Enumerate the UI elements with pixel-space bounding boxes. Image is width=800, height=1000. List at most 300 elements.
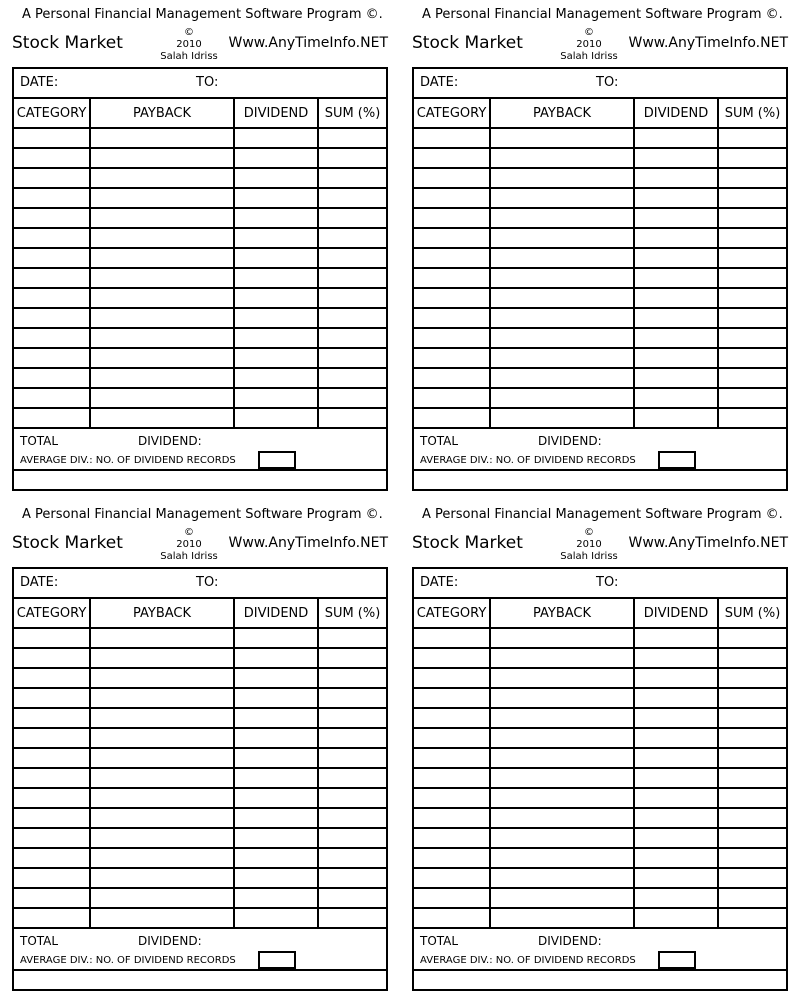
table-row bbox=[414, 148, 786, 168]
sum-cell[interactable] bbox=[318, 888, 386, 908]
payback-cell[interactable] bbox=[90, 868, 234, 888]
dividend-cell[interactable] bbox=[634, 248, 718, 268]
dividend-cell[interactable] bbox=[234, 248, 318, 268]
category-cell[interactable] bbox=[414, 888, 490, 908]
form-box bbox=[12, 567, 388, 991]
category-cell[interactable] bbox=[414, 148, 490, 168]
category-cell[interactable] bbox=[414, 748, 490, 768]
payback-cell[interactable] bbox=[90, 828, 234, 848]
sum-cell[interactable] bbox=[718, 768, 786, 788]
payback-cell[interactable] bbox=[90, 768, 234, 788]
payback-cell[interactable] bbox=[90, 168, 234, 188]
sum-cell[interactable] bbox=[318, 148, 386, 168]
sum-cell[interactable] bbox=[718, 128, 786, 148]
category-cell[interactable] bbox=[414, 788, 490, 808]
sum-cell[interactable] bbox=[718, 368, 786, 388]
table-row bbox=[414, 128, 786, 148]
category-cell[interactable] bbox=[14, 728, 90, 748]
copyright-symbol: © bbox=[584, 527, 594, 538]
sum-cell[interactable] bbox=[718, 848, 786, 868]
record-rows bbox=[14, 128, 386, 428]
sum-cell[interactable] bbox=[718, 408, 786, 428]
category-cell[interactable] bbox=[414, 268, 490, 288]
category-cell[interactable] bbox=[14, 888, 90, 908]
sum-cell[interactable] bbox=[318, 788, 386, 808]
category-cell[interactable] bbox=[14, 908, 90, 928]
dividend-cell[interactable] bbox=[634, 628, 718, 648]
dividend-cell[interactable] bbox=[234, 648, 318, 668]
dividend-cell[interactable] bbox=[234, 228, 318, 248]
sum-cell[interactable] bbox=[318, 228, 386, 248]
category-cell[interactable] bbox=[14, 768, 90, 788]
sum-cell[interactable] bbox=[718, 908, 786, 928]
sum-cell[interactable] bbox=[718, 228, 786, 248]
dividend-cell[interactable] bbox=[234, 868, 318, 888]
dividend-cell[interactable] bbox=[234, 308, 318, 328]
table-row bbox=[14, 208, 386, 228]
sum-cell[interactable] bbox=[318, 728, 386, 748]
payback-cell[interactable] bbox=[490, 628, 634, 648]
dividend-cell[interactable] bbox=[634, 208, 718, 228]
copyright-symbol: © bbox=[184, 527, 194, 538]
category-cell[interactable] bbox=[414, 128, 490, 148]
payback-cell[interactable] bbox=[90, 628, 234, 648]
copyright-year: 2010 bbox=[176, 39, 202, 50]
table-row bbox=[414, 248, 786, 268]
category-cell[interactable] bbox=[14, 348, 90, 368]
sum-cell[interactable] bbox=[718, 828, 786, 848]
category-cell[interactable] bbox=[414, 208, 490, 228]
sum-cell[interactable] bbox=[318, 408, 386, 428]
category-cell[interactable] bbox=[414, 688, 490, 708]
payback-cell[interactable] bbox=[490, 648, 634, 668]
table-row bbox=[14, 628, 386, 648]
payback-cell[interactable] bbox=[490, 368, 634, 388]
dividend-cell[interactable] bbox=[234, 668, 318, 688]
sum-cell[interactable] bbox=[318, 248, 386, 268]
payback-cell[interactable] bbox=[90, 908, 234, 928]
stock-market-form bbox=[412, 500, 788, 994]
payback-cell[interactable] bbox=[90, 248, 234, 268]
category-cell[interactable] bbox=[414, 668, 490, 688]
payback-cell[interactable] bbox=[90, 748, 234, 768]
payback-cell[interactable] bbox=[90, 668, 234, 688]
category-cell[interactable] bbox=[14, 148, 90, 168]
category-cell[interactable] bbox=[14, 308, 90, 328]
dividend-cell[interactable] bbox=[234, 748, 318, 768]
column-header-dividend: DIVIDEND bbox=[234, 599, 318, 628]
sum-cell[interactable] bbox=[318, 688, 386, 708]
dividend-cell[interactable] bbox=[634, 728, 718, 748]
dividend-cell[interactable] bbox=[634, 188, 718, 208]
dividend-cell[interactable] bbox=[634, 148, 718, 168]
sum-cell[interactable] bbox=[718, 688, 786, 708]
category-cell[interactable] bbox=[14, 708, 90, 728]
table-row bbox=[14, 708, 386, 728]
dividend-cell[interactable] bbox=[634, 288, 718, 308]
sum-cell[interactable] bbox=[718, 868, 786, 888]
column-header-payback: PAYBACK bbox=[490, 99, 634, 128]
sum-cell[interactable] bbox=[318, 368, 386, 388]
payback-cell[interactable] bbox=[490, 908, 634, 928]
date-label: DATE: bbox=[20, 575, 59, 590]
dividend-cell[interactable] bbox=[634, 228, 718, 248]
payback-cell[interactable] bbox=[490, 728, 634, 748]
category-cell[interactable] bbox=[14, 328, 90, 348]
table-row bbox=[414, 688, 786, 708]
to-label: TO: bbox=[596, 575, 619, 590]
category-cell[interactable] bbox=[414, 828, 490, 848]
dividend-cell[interactable] bbox=[234, 628, 318, 648]
table-header-row bbox=[414, 599, 786, 628]
payback-cell[interactable] bbox=[490, 128, 634, 148]
sum-cell[interactable] bbox=[318, 808, 386, 828]
dividend-cell[interactable] bbox=[234, 848, 318, 868]
sum-cell[interactable] bbox=[718, 188, 786, 208]
dividend-cell[interactable] bbox=[234, 368, 318, 388]
payback-cell[interactable] bbox=[490, 788, 634, 808]
table-row bbox=[414, 848, 786, 868]
payback-cell[interactable] bbox=[490, 848, 634, 868]
dividend-cell[interactable] bbox=[234, 148, 318, 168]
payback-cell[interactable] bbox=[90, 128, 234, 148]
dividend-cell[interactable] bbox=[234, 128, 318, 148]
table-row bbox=[14, 408, 386, 428]
date-row bbox=[14, 69, 386, 99]
dividend-cell[interactable] bbox=[234, 408, 318, 428]
dividend-cell[interactable] bbox=[634, 748, 718, 768]
table-row bbox=[414, 168, 786, 188]
payback-cell[interactable] bbox=[90, 728, 234, 748]
table-row bbox=[14, 788, 386, 808]
sum-cell[interactable] bbox=[718, 288, 786, 308]
payback-cell[interactable] bbox=[90, 348, 234, 368]
sum-cell[interactable] bbox=[718, 308, 786, 328]
table-row bbox=[14, 288, 386, 308]
payback-cell[interactable] bbox=[490, 268, 634, 288]
table-row bbox=[14, 808, 386, 828]
dividend-cell[interactable] bbox=[234, 828, 318, 848]
dividend-cell[interactable] bbox=[634, 888, 718, 908]
category-cell[interactable] bbox=[414, 908, 490, 928]
sum-cell[interactable] bbox=[318, 648, 386, 668]
copyright-symbol: © bbox=[184, 27, 194, 38]
category-cell[interactable] bbox=[414, 808, 490, 828]
category-cell[interactable] bbox=[14, 628, 90, 648]
dividend-cell[interactable] bbox=[234, 328, 318, 348]
average-dividend-label: AVERAGE DIV.: NO. OF DIVIDEND RECORDS bbox=[420, 455, 636, 466]
form-title: Stock Market bbox=[412, 533, 523, 553]
payback-cell[interactable] bbox=[90, 148, 234, 168]
category-cell[interactable] bbox=[14, 848, 90, 868]
payback-cell[interactable] bbox=[90, 808, 234, 828]
dividend-cell[interactable] bbox=[234, 908, 318, 928]
sum-cell[interactable] bbox=[718, 148, 786, 168]
payback-cell[interactable] bbox=[490, 888, 634, 908]
category-cell[interactable] bbox=[414, 728, 490, 748]
form-box bbox=[12, 67, 388, 491]
dividend-cell[interactable] bbox=[234, 888, 318, 908]
sum-cell[interactable] bbox=[718, 728, 786, 748]
table-row bbox=[14, 328, 386, 348]
sum-cell[interactable] bbox=[718, 648, 786, 668]
sum-cell[interactable] bbox=[318, 208, 386, 228]
category-cell[interactable] bbox=[14, 808, 90, 828]
payback-cell[interactable] bbox=[490, 868, 634, 888]
dividend-cell[interactable] bbox=[234, 708, 318, 728]
category-cell[interactable] bbox=[14, 748, 90, 768]
dividend-cell[interactable] bbox=[634, 848, 718, 868]
category-cell[interactable] bbox=[14, 668, 90, 688]
dividend-cell[interactable] bbox=[634, 868, 718, 888]
dividend-cell[interactable] bbox=[234, 208, 318, 228]
category-cell[interactable] bbox=[14, 268, 90, 288]
category-cell[interactable] bbox=[414, 628, 490, 648]
table-row bbox=[414, 868, 786, 888]
table-row bbox=[414, 288, 786, 308]
dividend-cell[interactable] bbox=[634, 268, 718, 288]
payback-cell[interactable] bbox=[490, 808, 634, 828]
dividend-cell[interactable] bbox=[234, 768, 318, 788]
dividend-cell[interactable] bbox=[634, 168, 718, 188]
payback-cell[interactable] bbox=[90, 888, 234, 908]
table-row bbox=[414, 748, 786, 768]
column-header-sum: SUM (%) bbox=[718, 99, 786, 128]
sum-cell[interactable] bbox=[318, 668, 386, 688]
category-cell[interactable] bbox=[14, 368, 90, 388]
category-cell[interactable] bbox=[414, 648, 490, 668]
payback-cell[interactable] bbox=[490, 188, 634, 208]
table-row bbox=[14, 248, 386, 268]
category-cell[interactable] bbox=[414, 868, 490, 888]
sum-cell[interactable] bbox=[318, 268, 386, 288]
dividend-cell[interactable] bbox=[634, 348, 718, 368]
category-cell[interactable] bbox=[414, 388, 490, 408]
payback-cell[interactable] bbox=[90, 648, 234, 668]
payback-cell[interactable] bbox=[490, 288, 634, 308]
payback-cell[interactable] bbox=[90, 328, 234, 348]
sum-cell[interactable] bbox=[718, 788, 786, 808]
payback-cell[interactable] bbox=[90, 208, 234, 228]
payback-cell[interactable] bbox=[490, 168, 634, 188]
payback-cell[interactable] bbox=[490, 408, 634, 428]
website-label: Www.AnyTimeInfo.NET bbox=[228, 35, 388, 51]
sum-cell[interactable] bbox=[318, 188, 386, 208]
category-cell[interactable] bbox=[414, 328, 490, 348]
payback-cell[interactable] bbox=[490, 708, 634, 728]
dividend-records-count-box[interactable] bbox=[258, 951, 296, 969]
table-row bbox=[414, 308, 786, 328]
table-row bbox=[14, 188, 386, 208]
category-cell[interactable] bbox=[414, 168, 490, 188]
payback-cell[interactable] bbox=[90, 288, 234, 308]
total-row bbox=[414, 431, 786, 471]
payback-cell[interactable] bbox=[90, 388, 234, 408]
sum-cell[interactable] bbox=[318, 748, 386, 768]
sum-cell[interactable] bbox=[718, 888, 786, 908]
dividend-cell[interactable] bbox=[634, 308, 718, 328]
payback-cell[interactable] bbox=[490, 228, 634, 248]
dividend-cell[interactable] bbox=[634, 708, 718, 728]
records-table bbox=[414, 99, 786, 429]
category-cell[interactable] bbox=[14, 648, 90, 668]
table-row bbox=[14, 828, 386, 848]
table-row bbox=[414, 788, 786, 808]
payback-cell[interactable] bbox=[490, 828, 634, 848]
payback-cell[interactable] bbox=[90, 268, 234, 288]
table-row bbox=[14, 368, 386, 388]
category-cell[interactable] bbox=[414, 768, 490, 788]
dividend-cell[interactable] bbox=[634, 648, 718, 668]
payback-cell[interactable] bbox=[490, 668, 634, 688]
category-cell[interactable] bbox=[14, 208, 90, 228]
dividend-cell[interactable] bbox=[234, 268, 318, 288]
form-title: Stock Market bbox=[412, 33, 523, 53]
dividend-cell[interactable] bbox=[634, 788, 718, 808]
category-cell[interactable] bbox=[14, 688, 90, 708]
dividend-cell[interactable] bbox=[634, 668, 718, 688]
category-cell[interactable] bbox=[414, 288, 490, 308]
sum-cell[interactable] bbox=[318, 168, 386, 188]
sum-cell[interactable] bbox=[718, 388, 786, 408]
sum-cell[interactable] bbox=[718, 348, 786, 368]
payback-cell[interactable] bbox=[90, 708, 234, 728]
sum-cell[interactable] bbox=[318, 308, 386, 328]
category-cell[interactable] bbox=[414, 848, 490, 868]
category-cell[interactable] bbox=[14, 828, 90, 848]
dividend-records-count-box[interactable] bbox=[658, 451, 696, 469]
category-cell[interactable] bbox=[414, 708, 490, 728]
payback-cell[interactable] bbox=[490, 688, 634, 708]
sum-cell[interactable] bbox=[318, 388, 386, 408]
payback-cell[interactable] bbox=[490, 748, 634, 768]
sum-cell[interactable] bbox=[718, 268, 786, 288]
dividend-cell[interactable] bbox=[634, 408, 718, 428]
dividend-cell[interactable] bbox=[634, 768, 718, 788]
dividend-cell[interactable] bbox=[234, 188, 318, 208]
payback-cell[interactable] bbox=[90, 308, 234, 328]
dividend-cell[interactable] bbox=[234, 728, 318, 748]
payback-cell[interactable] bbox=[90, 688, 234, 708]
payback-cell[interactable] bbox=[90, 848, 234, 868]
payback-cell[interactable] bbox=[490, 348, 634, 368]
dividend-cell[interactable] bbox=[234, 388, 318, 408]
sum-cell[interactable] bbox=[718, 168, 786, 188]
payback-cell[interactable] bbox=[490, 248, 634, 268]
sum-cell[interactable] bbox=[318, 128, 386, 148]
category-cell[interactable] bbox=[414, 228, 490, 248]
category-cell[interactable] bbox=[414, 308, 490, 328]
category-cell[interactable] bbox=[14, 168, 90, 188]
dividend-cell[interactable] bbox=[634, 388, 718, 408]
sum-cell[interactable] bbox=[318, 628, 386, 648]
dividend-cell[interactable] bbox=[634, 808, 718, 828]
form-title: Stock Market bbox=[12, 533, 123, 553]
author-name: Salah Idriss bbox=[160, 51, 218, 62]
sum-cell[interactable] bbox=[318, 348, 386, 368]
category-cell[interactable] bbox=[414, 408, 490, 428]
sum-cell[interactable] bbox=[718, 328, 786, 348]
dividend-records-count-box[interactable] bbox=[258, 451, 296, 469]
dividend-cell[interactable] bbox=[234, 168, 318, 188]
sum-cell[interactable] bbox=[318, 848, 386, 868]
sum-cell[interactable] bbox=[718, 628, 786, 648]
dividend-cell[interactable] bbox=[234, 788, 318, 808]
dividend-cell[interactable] bbox=[634, 688, 718, 708]
sum-cell[interactable] bbox=[318, 288, 386, 308]
author-name: Salah Idriss bbox=[160, 551, 218, 562]
sum-cell[interactable] bbox=[718, 708, 786, 728]
payback-cell[interactable] bbox=[490, 208, 634, 228]
category-cell[interactable] bbox=[14, 288, 90, 308]
form-box bbox=[412, 567, 788, 991]
sum-cell[interactable] bbox=[318, 768, 386, 788]
payback-cell[interactable] bbox=[90, 228, 234, 248]
sum-cell[interactable] bbox=[318, 828, 386, 848]
sum-cell[interactable] bbox=[718, 208, 786, 228]
dividend-records-count-box[interactable] bbox=[658, 951, 696, 969]
payback-cell[interactable] bbox=[490, 768, 634, 788]
category-cell[interactable] bbox=[14, 868, 90, 888]
dividend-cell[interactable] bbox=[234, 808, 318, 828]
sum-cell[interactable] bbox=[718, 248, 786, 268]
category-cell[interactable] bbox=[14, 228, 90, 248]
sum-cell[interactable] bbox=[318, 868, 386, 888]
sum-cell[interactable] bbox=[718, 668, 786, 688]
payback-cell[interactable] bbox=[90, 408, 234, 428]
table-row bbox=[14, 308, 386, 328]
category-cell[interactable] bbox=[14, 188, 90, 208]
payback-cell[interactable] bbox=[490, 328, 634, 348]
category-cell[interactable] bbox=[14, 128, 90, 148]
dividend-cell[interactable] bbox=[634, 828, 718, 848]
sum-cell[interactable] bbox=[718, 748, 786, 768]
category-cell[interactable] bbox=[414, 368, 490, 388]
payback-cell[interactable] bbox=[490, 148, 634, 168]
category-cell[interactable] bbox=[414, 348, 490, 368]
category-cell[interactable] bbox=[14, 408, 90, 428]
category-cell[interactable] bbox=[414, 188, 490, 208]
sum-cell[interactable] bbox=[318, 908, 386, 928]
payback-cell[interactable] bbox=[490, 308, 634, 328]
dividend-cell[interactable] bbox=[234, 288, 318, 308]
category-cell[interactable] bbox=[14, 388, 90, 408]
table-row bbox=[14, 768, 386, 788]
payback-cell[interactable] bbox=[90, 188, 234, 208]
category-cell[interactable] bbox=[414, 248, 490, 268]
sum-cell[interactable] bbox=[318, 708, 386, 728]
sum-cell[interactable] bbox=[718, 808, 786, 828]
author-name: Salah Idriss bbox=[560, 51, 618, 62]
category-cell[interactable] bbox=[14, 788, 90, 808]
column-header-category: CATEGORY bbox=[414, 599, 490, 628]
sum-cell[interactable] bbox=[318, 328, 386, 348]
dividend-cell[interactable] bbox=[634, 368, 718, 388]
payback-cell[interactable] bbox=[90, 368, 234, 388]
dividend-cell[interactable] bbox=[234, 688, 318, 708]
dividend-cell[interactable] bbox=[634, 128, 718, 148]
tagline: A Personal Financial Management Software Program ©. bbox=[22, 7, 383, 22]
copyright-year: 2010 bbox=[576, 539, 602, 550]
category-cell[interactable] bbox=[14, 248, 90, 268]
dividend-cell[interactable] bbox=[634, 908, 718, 928]
payback-cell[interactable] bbox=[490, 388, 634, 408]
dividend-cell[interactable] bbox=[234, 348, 318, 368]
payback-cell[interactable] bbox=[90, 788, 234, 808]
dividend-cell[interactable] bbox=[634, 328, 718, 348]
total-row bbox=[14, 931, 386, 971]
stock-market-form bbox=[12, 500, 388, 994]
